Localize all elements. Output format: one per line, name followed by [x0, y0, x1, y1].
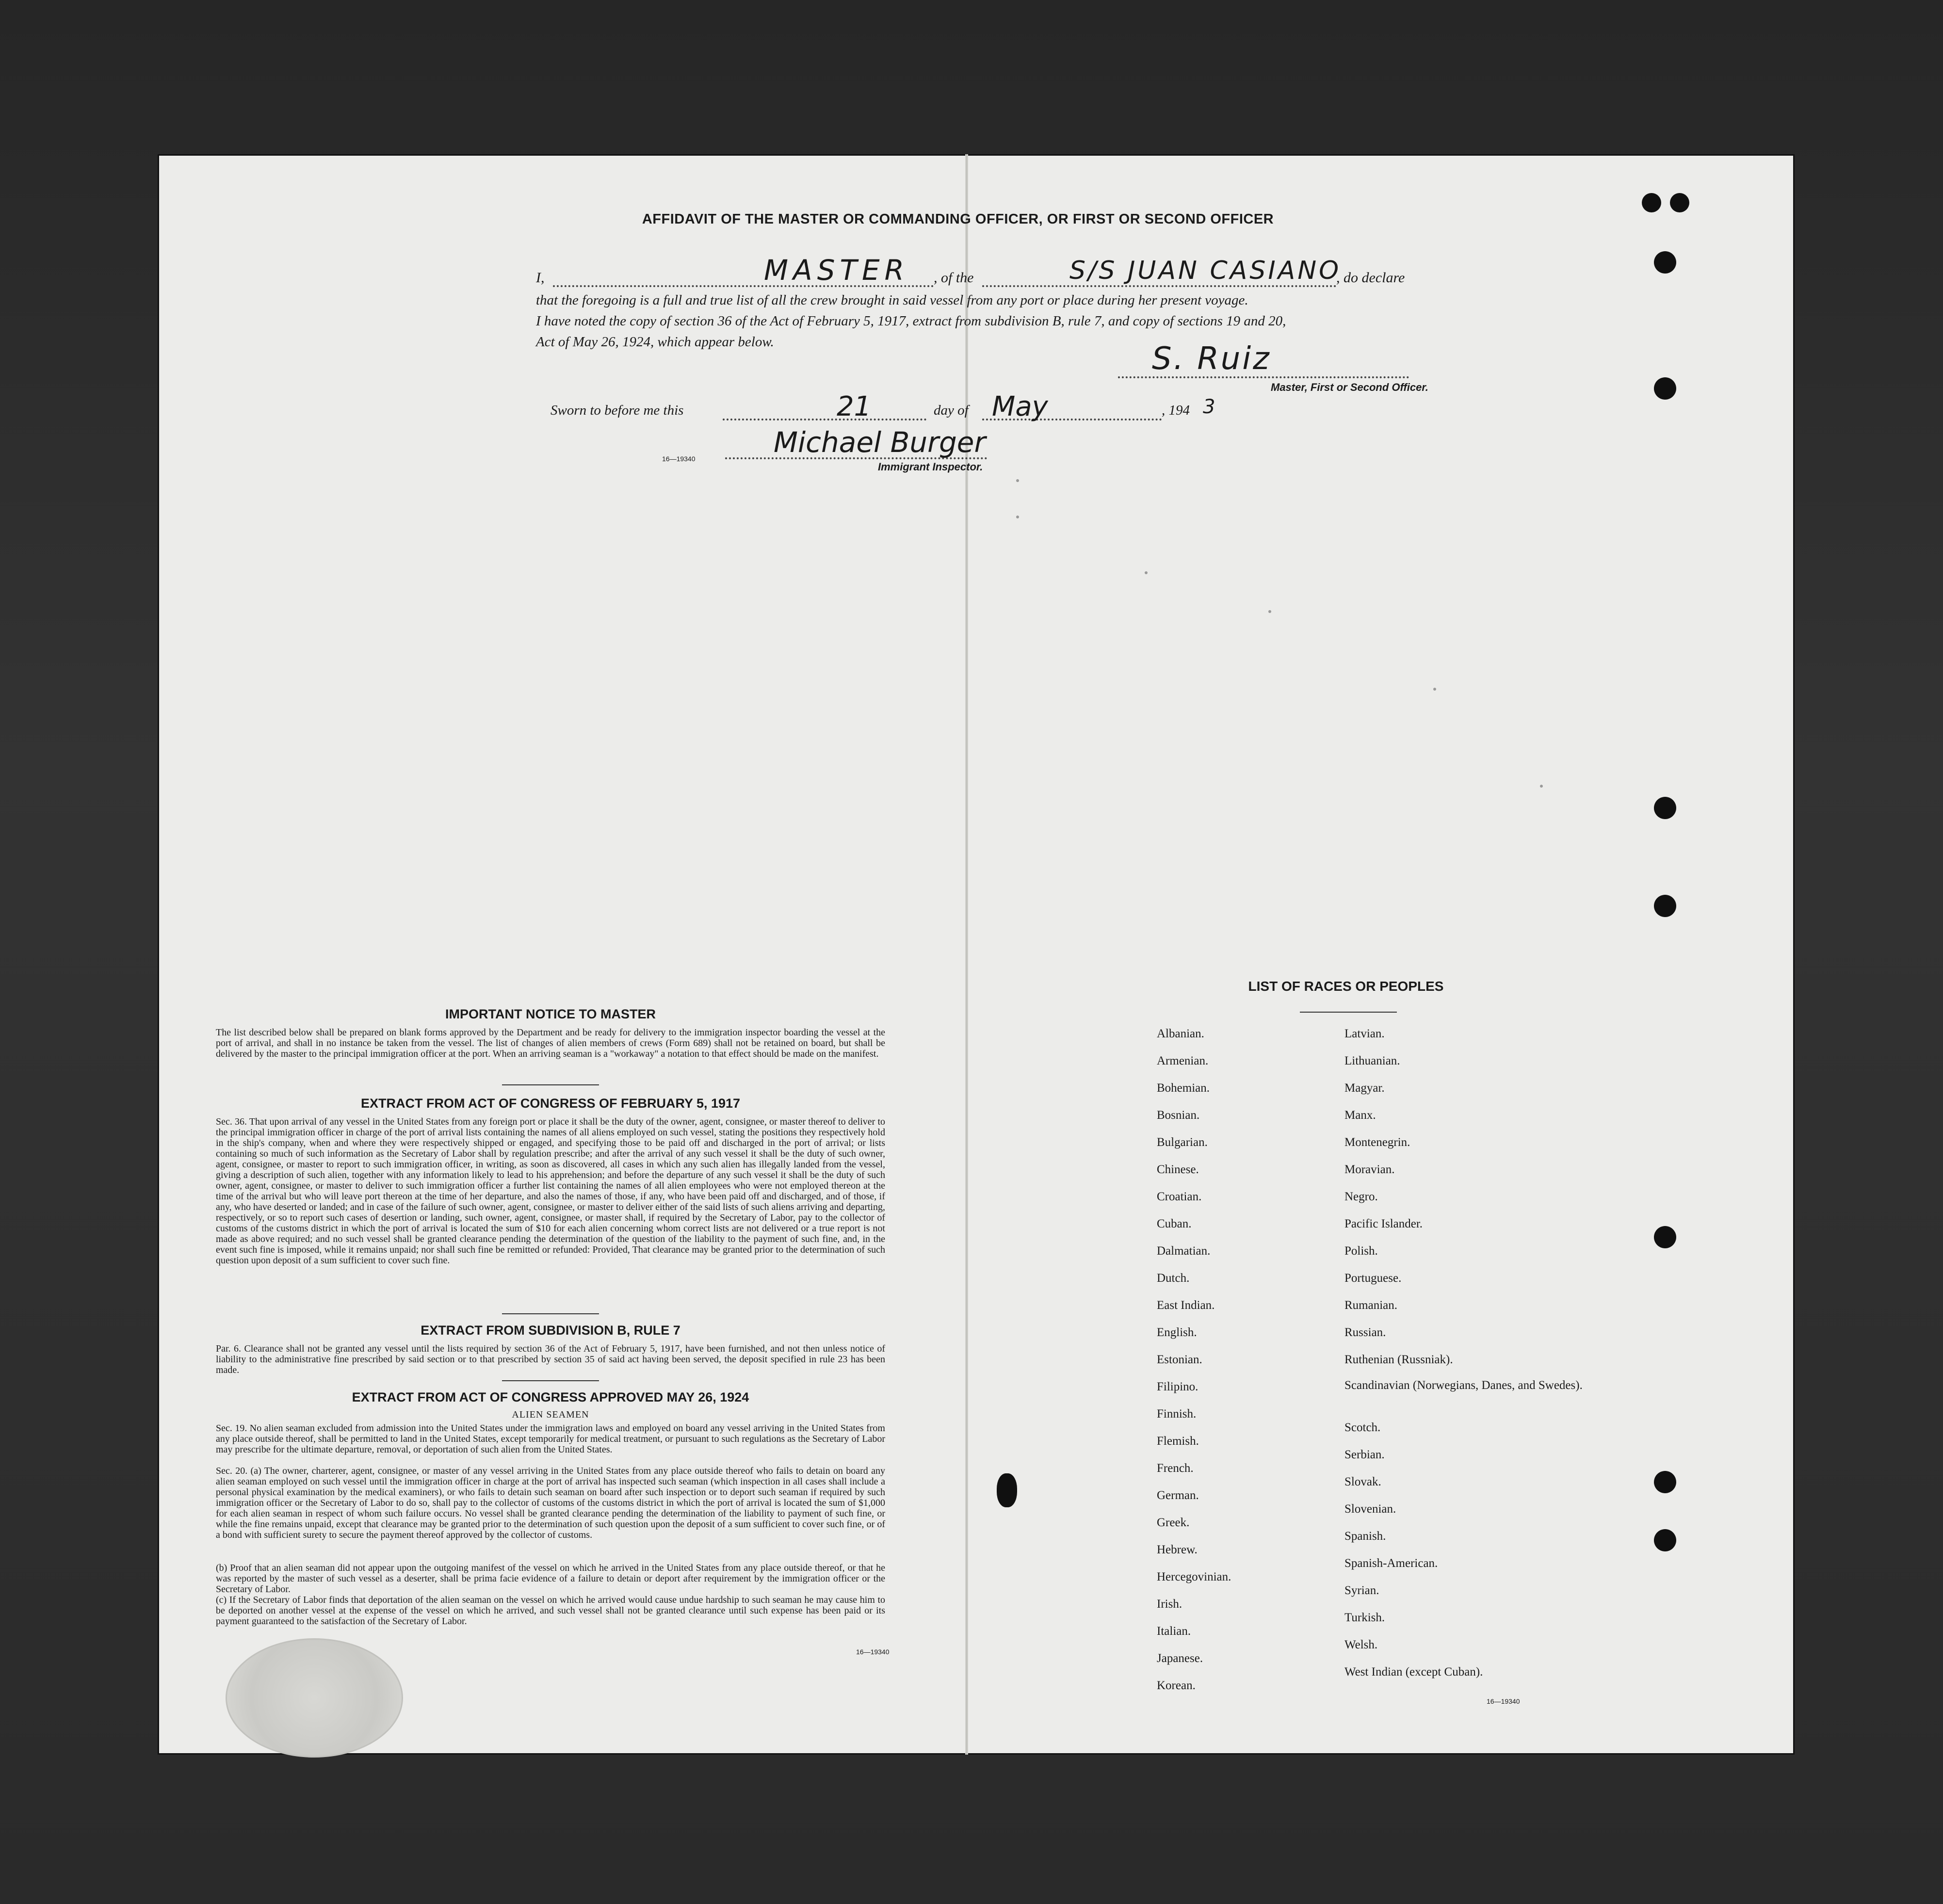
race-item: Spanish-American. [1344, 1557, 1438, 1570]
day-of-label: day of [934, 403, 969, 418]
punch-hole [1654, 377, 1676, 400]
race-item: Portuguese. [1344, 1272, 1402, 1285]
race-item: Bulgarian. [1157, 1136, 1208, 1149]
race-item: French. [1157, 1462, 1194, 1475]
extract-1924-sec20b: (b) Proof that an alien seaman did not appear upon the outgoing manifest of the vessel on which he arrived in the United States from any place outside thereof, or that he was reported by the master of such vessel as a deserter, shall be prima facie evidence of a failure to detain or deport after requirement by the immigration officer or the Secretary of Labor. [216, 1563, 885, 1595]
race-item: Magyar. [1344, 1081, 1385, 1095]
race-item: Cuban. [1157, 1217, 1192, 1230]
race-item: Irish. [1157, 1597, 1182, 1611]
center-fold [965, 154, 968, 1755]
race-item: Turkish. [1344, 1611, 1385, 1624]
race-item: Spanish. [1344, 1530, 1386, 1543]
race-item: Filipino. [1157, 1380, 1198, 1393]
day-line [723, 419, 926, 420]
race-item: Latvian. [1344, 1027, 1385, 1040]
punch-hole [997, 1473, 1017, 1507]
race-item: Italian. [1157, 1625, 1191, 1638]
embossed-seal [226, 1638, 403, 1758]
punch-hole [1670, 193, 1689, 212]
subdivision-b-text: Par. 6. Clearance shall not be granted any vessel until the lists required by section 36 of the Act of February 5, 1917, have been furnished, and not then unless notice of liability to the administrative fine prescribed by said section or to that prescribed by section 35 of said act having been served, the deposit specified in rule 23 has been made. [216, 1343, 885, 1375]
extract-1924-sec19: Sec. 19. No alien seaman excluded from admission into the United States under the immigration laws and employed on board any vessel arriving in the United States from any place outside thereof, shall be permitted to land in the United States, except temporarily for medical treatment, or pursuant to such regulations as the Secretary of Labor may prescribe for the ultimate departure, removal, or deportation of such alien from the United States. [216, 1423, 885, 1455]
affidavit-do-declare: , do declare [1336, 270, 1405, 286]
race-item: Moravian. [1344, 1163, 1395, 1176]
punch-hole [1654, 251, 1676, 274]
race-item: German. [1157, 1489, 1199, 1502]
notice-text: The list described below shall be prepared on blank forms approved by the Department and be ready for delivery to the immigration inspector boarding the vessel at the port of arrival, and shall in no instance be taken from the vessel. The list of changes of alien members of crews (Form 689) shall not be retained on board, but shall be delivered by the master to the principal immigration officer at the port. When an arriving seaman is a "workaway" a notation to that effect should be made on the manifest. [216, 1027, 885, 1059]
race-item: Montenegrin. [1344, 1136, 1410, 1149]
race-item: Dalmatian. [1157, 1244, 1211, 1258]
extract-1924-subtitle: ALIEN SEAMEN [512, 1409, 589, 1420]
race-item: Syrian. [1344, 1584, 1379, 1597]
punch-hole [1654, 895, 1676, 917]
faint-mark [1433, 688, 1436, 691]
race-item: Welsh. [1344, 1638, 1378, 1651]
affidavit-form-number: 16—19340 [662, 455, 696, 463]
races-title: LIST OF RACES OR PEOPLES [1248, 979, 1444, 994]
race-item: Polish. [1344, 1244, 1378, 1258]
race-item: Armenian. [1157, 1054, 1209, 1067]
vessel-handwritten: S/S JUAN CASIANO [1069, 256, 1342, 285]
race-item: Lithuanian. [1344, 1054, 1400, 1067]
notice-title: IMPORTANT NOTICE TO MASTER [445, 1007, 656, 1021]
faint-mark [1016, 516, 1019, 518]
race-item: Negro. [1344, 1190, 1378, 1203]
extract-1924-title: EXTRACT FROM ACT OF CONGRESS APPROVED MAY 26, 1924 [352, 1390, 749, 1404]
races-left-column [1157, 1020, 1351, 1699]
faint-mark [1016, 479, 1019, 482]
punch-hole [1654, 797, 1676, 819]
document-sheet [158, 154, 1795, 1755]
races-form-number: 16—19340 [1487, 1697, 1520, 1705]
year-handwritten: 3 [1203, 396, 1215, 418]
month-handwritten: May [992, 391, 1048, 422]
vessel-line [982, 285, 1336, 287]
affidavit-i: I, [536, 270, 545, 286]
year-prefix: , 194 [1162, 403, 1190, 418]
race-item: Serbian. [1344, 1448, 1385, 1461]
affidavit-of-the: , of the [934, 270, 974, 286]
race-item: Albanian. [1157, 1027, 1204, 1040]
race-item: Estonian. [1157, 1353, 1202, 1366]
race-item: Pacific Islander. [1344, 1217, 1423, 1230]
race-item: Greek. [1157, 1516, 1190, 1529]
race-item: Manx. [1344, 1109, 1376, 1122]
master-signature: S. Ruiz [1152, 341, 1271, 377]
race-item: English. [1157, 1326, 1197, 1339]
race-item: Rumanian. [1344, 1299, 1398, 1312]
race-item: Scandinavian (Norwegians, Danes, and Swedes). [1344, 1379, 1583, 1392]
race-item: Flemish. [1157, 1435, 1199, 1448]
punch-hole [1654, 1471, 1676, 1493]
race-item: Ruthenian (Russniak). [1344, 1353, 1453, 1366]
extract-1917-title: EXTRACT FROM ACT OF CONGRESS OF FEBRUARY 5, 1917 [360, 1096, 741, 1111]
race-item: East Indian. [1157, 1299, 1215, 1312]
extract-1917-rule [502, 1313, 599, 1314]
officer-handwritten: MASTER [764, 254, 909, 287]
affidavit-title: AFFIDAVIT OF THE MASTER OR COMMANDING OFFICER, OR FIRST OR SECOND OFFICER [642, 211, 1274, 227]
race-item: West Indian (except Cuban). [1344, 1665, 1483, 1678]
punch-hole [1654, 1529, 1676, 1551]
faint-mark [1268, 610, 1271, 613]
race-item: Bosnian. [1157, 1109, 1200, 1122]
race-item: Scotch. [1344, 1421, 1381, 1434]
subdivision-b-title: EXTRACT FROM SUBDIVISION B, RULE 7 [421, 1323, 680, 1338]
affidavit-line-3: I have noted the copy of section 36 of the Act of February 5, 1917, extract from subdivision B, rule 7, and copy of sections 19 and 20, [536, 313, 1286, 329]
extract-1924-sec20a: Sec. 20. (a) The owner, charterer, agent, consignee, or master of any vessel arriving in the United States from any place outside thereof who fails to detain on board any alien seaman employed on such vessel until the immigration officer in charge at the port of arrival has inspected such seaman (which inspection in all cases shall include a personal physical examination by the medical examiners), or who fails to detain such seaman on board after such inspection or to deport such seaman if required by such immigration officer or the Secretary of Labor to do so, shall pay to the collector of customs of the customs district in which the port of arrival is located the sum of $1,000 for each alien seaman in respect of whom such failure occurs. No vessel shall be granted clearance pending the determination of the liability to payment of such fine, or while the fine remains unpaid, except that clearance may be granted prior to the determination of such question upon the deposit of a sum sufficient to cover such fine, or of a bond with sufficient surety to secure the payment thereof approved by the collector of customs. [216, 1466, 885, 1540]
race-item: Hercegovinian. [1157, 1570, 1231, 1583]
sworn-label: Sworn to before me this [551, 403, 684, 418]
extract-form-number: 16—19340 [856, 1648, 890, 1656]
inspector-signature: Michael Burger [774, 426, 986, 459]
faint-mark [1540, 785, 1543, 788]
inspector-caption: Immigrant Inspector. [878, 461, 983, 473]
race-item: Dutch. [1157, 1272, 1190, 1285]
race-item: Chinese. [1157, 1163, 1199, 1176]
signature-caption: Master, First or Second Officer. [1271, 381, 1428, 393]
races-rule [1300, 1012, 1397, 1013]
race-item: Finnish. [1157, 1407, 1197, 1420]
race-item: Russian. [1344, 1326, 1386, 1339]
punch-hole [1642, 193, 1661, 212]
affidavit-line-4: Act of May 26, 1924, which appear below. [536, 334, 774, 350]
notice-rule [502, 1084, 599, 1085]
race-item: Korean. [1157, 1679, 1196, 1692]
extract-1917-text: Sec. 36. That upon arrival of any vessel in the United States from any foreign port or place it shall be the duty of the owner, agent, consignee, or master thereof to deliver to the principal immigration officer in charge of the port of arrival lists containing the names of all aliens employed on such vessel, stating the positions they respectively hold in the ship's company, when and where they were respectively shipped or engaged, and specifying those to be paid off and discharged in the port of arrival; or lists containing so much of such information as the Secretary of Labor shall by regulation prescribe; and after the arrival of any such vessel it shall be the duty of such owner, agent, consignee, or master to report to such immigration officer, in writing, as soon as discovered, all cases in which any such alien has illegally landed from the vessel, giving a description of such alien, together with any information likely to lead to his apprehension; and before the departure of any such vessel it shall be the duty of such owner, agent, consignee, or master to deliver to such immigration officer a further list containing the names of all alien employees who were not employed thereon at the time of the arrival but who will leave port thereon at the time of her departure, and also the names of those, if any, who have been paid off and discharged, and of those, if any, who have deserted or landed; and in case of the failure of such owner, agent, consignee, or master to deliver either of the said lists of such aliens arriving and departing, respectively, or so to report such cases of desertion or landing, such owner, agent, consignee, or master shall, if required by the Secretary of Labor, pay to the collector of customs of the customs district in which the port of arrival is located the sum of $10 for each alien concerning whom correct lists are not delivered or a true report is not made as above required; and no such vessel shall be granted clearance pending the determination of the question of the liability to the payment of such fine, and, in the event such fine is imposed, while it remains unpaid; nor shall such fine be remitted or refunded: Provided, That clearance may be granted prior to the determination of such question upon deposit of a sum sufficient to cover such fine. [216, 1116, 885, 1266]
faint-mark [1145, 571, 1148, 574]
race-item: Bohemian. [1157, 1081, 1210, 1095]
affidavit-line-2: that the foregoing is a full and true list of all the crew brought in said vessel from any port or place during her present voyage. [536, 292, 1248, 308]
race-item: Japanese. [1157, 1652, 1203, 1665]
race-item: Slovak. [1344, 1475, 1381, 1488]
race-item: Croatian. [1157, 1190, 1202, 1203]
punch-hole [1654, 1226, 1676, 1248]
race-item: Hebrew. [1157, 1543, 1198, 1556]
race-item: Slovenian. [1344, 1502, 1396, 1516]
day-handwritten: 21 [837, 391, 872, 422]
races-right-column [1344, 1020, 1583, 1686]
extract-1924-sec20c: (c) If the Secretary of Labor finds that deportation of the alien seaman on the vessel on which he arrived would cause undue hardship to such seaman he may cause him to be deported on another vessel at the expense of the vessel on which he arrived, and such vessel shall not be granted clearance until such expense has been paid or its payment guaranteed to the satisfaction of the Secretary of Labor. [216, 1595, 885, 1627]
subdivision-b-rule [502, 1380, 599, 1381]
